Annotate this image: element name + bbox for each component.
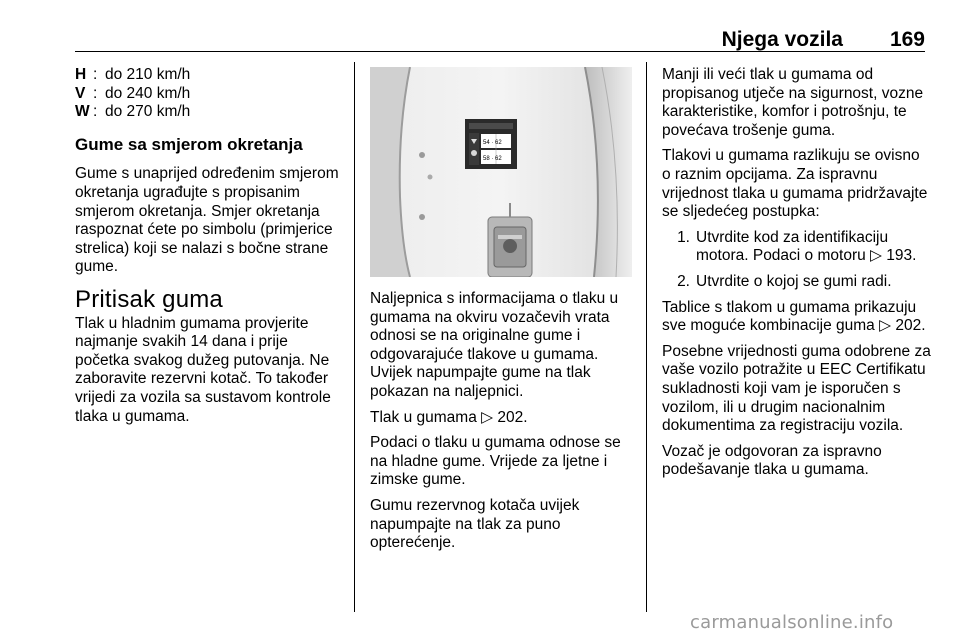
eec-certificate-paragraph: Posebne vrijednosti guma odobrene za vaše vozilo potražite u EEC Certifikatu sukladnosti koji vam je isporučen s vozilom, ili u drugim nacionalnim dokumentima za registraciju vozila. [662,342,931,435]
directional-paragraph: Gume s unaprijed određenim smjerom okretanja ugrađujte s propisanim smjerom okretanja. Smjer okretanja raspoznat ćete po simbolu (primjerice strelica) koji se nalazi s bočne strane gume. [75,165,339,276]
page-reference-icon[interactable]: ▷ [481,408,494,426]
section-heading-pressure: Pritisak guma [75,285,223,313]
page-header [75,26,925,50]
middle-column [370,290,640,560]
step-text: Utvrdite o kojoj se gumi radi. [696,272,892,290]
speed-rating-value: do 240 km/h [105,84,191,102]
pressure-reference-paragraph: Tlak u gumama ▷ 202. [370,408,528,426]
page-title: Njega vozila [721,28,843,51]
column-divider-left [354,62,355,612]
header-divider [75,51,925,52]
tables-text: Tablice s tlakom u gumama prikazuju sve moguće kombinacije guma [662,298,917,335]
tables-paragraph: Tablice s tlakom u gumama prikazuju sve moguće kombinacije guma ▷ 202. [662,298,926,335]
speed-rating-row [75,66,345,85]
pressure-reference-text: Tlak u gumama [370,408,482,426]
driver-responsibility-paragraph: Vozač je odgovoran za ispravno podešavanje tlaka u gumama. [662,442,882,479]
page-reference-link[interactable]: 193 [886,247,913,265]
speed-rating-key: H [75,66,87,83]
pressure-paragraph: Tlak u hladnim gumama provjerite najmanje svakih 14 dana i prije početka svakog dužeg putovanja. Ne zaboravite rezervni kotač. To također vrijedi za vozila sa sustavom kontrole tlaka u gumama. [75,314,331,425]
page-number: 169 [889,28,925,51]
step-number: 2. [677,272,690,290]
speed-rating-separator: : [93,103,98,121]
door-frame-label-photo [370,67,632,277]
pressure-effects-paragraph: Manji ili veći tlak u gumama od propisanog utječe na sigurnost, vozne karakteristike, komfor i potrošnju, te povećava trošenje guma. [662,66,924,139]
procedure-step [662,229,932,266]
step-text: Utvrdite kod za identifikaciju motora. Podaci o motoru ▷ 193. [696,228,917,265]
column-divider-right [646,62,647,612]
cold-tyres-paragraph: Podaci o tlaku u gumama odnose se na hladne gume. Vrijede za ljetne i zimske gume. [370,434,621,489]
speed-rating-key: V [75,84,86,102]
page-reference-icon[interactable]: ▷ [870,247,882,265]
pressure-options-paragraph: Tlakovi u gumama razlikuju se ovisno o raznim opcijama. Za ispravnu vrijednost tlaka u gumama pridržavajte se sljedećeg postupka: [662,147,928,221]
label-value-rear: 58 · 62 [483,156,502,162]
speed-rating-key: W [75,103,90,121]
section-heading-directional: Gume sa smjerom okretanja [75,134,303,154]
step-number: 1. [677,228,690,246]
label-value-front: 54 · 62 [483,140,502,146]
left-column [75,66,345,433]
speed-rating-row [75,103,345,122]
step-text-body: Utvrdite kod za identifikaciju motora. Podaci o motoru [696,228,889,265]
page-reference-link[interactable]: 202 [895,317,922,335]
speed-rating-separator: : [93,66,98,83]
page-reference-link[interactable]: 202 [497,408,524,426]
right-column [662,66,932,487]
speed-rating-row [75,85,345,104]
door-frame-illustration [370,67,632,277]
page-reference-icon[interactable]: ▷ [879,317,892,335]
watermark: carmanualsonline.info [690,612,894,633]
speed-rating-value: do 210 km/h [105,66,191,83]
speed-rating-separator: : [93,84,98,102]
spare-wheel-paragraph: Gumu rezervnog kotača uvijek napumpajte na tlak za puno opterećenje. [370,496,580,552]
speed-rating-value: do 270 km/h [105,103,191,121]
sticker-info-paragraph: Naljepnica s informacijama o tlaku u gumama na okviru vozačevih vrata odnosi se na originalne gume i odgovarajuće tlakove u gumama. Uvijek napumpajte gume na tlak pokazan na naljepnici. [370,290,619,400]
tyre-pressure-label [465,119,517,169]
procedure-step [662,273,932,292]
speed-rating-list [75,66,345,122]
